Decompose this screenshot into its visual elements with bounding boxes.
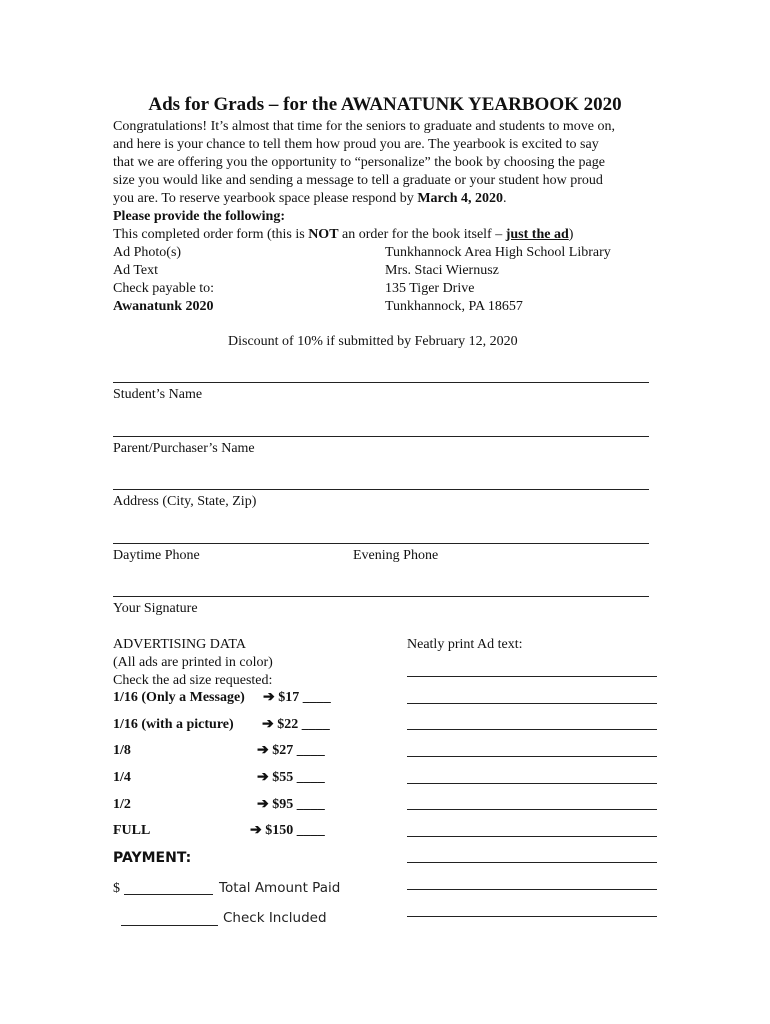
- intro-line-3: that we are offering you the opportunity to “personalize” the book by choosing the page: [113, 155, 605, 170]
- ad-text-line[interactable]: [407, 889, 657, 890]
- ad-text-line[interactable]: [407, 783, 657, 784]
- check-size-note: Check the ad size requested:: [113, 673, 273, 688]
- intro-line-5: [113, 190, 507, 208]
- intro-line-5-text: you are. To reserve yearbook space please respond by: [113, 191, 418, 206]
- ad-option-price[interactable]: ➔ $150 ____: [250, 823, 325, 838]
- address-line-4: Tunkhannock, PA 18657: [385, 299, 523, 314]
- ad-text-line[interactable]: [407, 916, 657, 917]
- provide-item-photo: Ad Photo(s): [113, 245, 182, 260]
- total-amount-line[interactable]: [124, 894, 213, 895]
- ad-text-line[interactable]: [407, 862, 657, 863]
- color-note: (All ads are printed in color): [113, 655, 273, 670]
- ad-option-price[interactable]: ➔ $55 ____: [257, 770, 325, 785]
- ad-option-price[interactable]: ➔ $95 ____: [257, 797, 325, 812]
- address-line-3: 135 Tiger Drive: [385, 281, 475, 296]
- intro-line-2: and here is your chance to tell them how proud you are. The yearbook is excited to say: [113, 137, 599, 152]
- ad-text-line[interactable]: [407, 836, 657, 837]
- address-line[interactable]: [113, 489, 649, 490]
- intro-line-1: Congratulations! It’s almost that time for the seniors to graduate and students to move on,: [113, 119, 615, 134]
- ad-option-price[interactable]: ➔ $22 ____: [262, 717, 330, 732]
- signature-line[interactable]: [113, 596, 649, 597]
- provide-item-text: Ad Text: [113, 263, 159, 278]
- signature-label: Your Signature: [113, 601, 198, 616]
- order-form-note: [113, 226, 573, 244]
- provide-item-check: Check payable to:: [113, 281, 215, 296]
- ad-option-label: 1/16 (with a picture): [113, 717, 234, 732]
- payment-heading: PAYMENT:: [113, 850, 192, 866]
- check-included-line[interactable]: [121, 925, 218, 926]
- parent-name-line[interactable]: [113, 436, 649, 437]
- phone-line[interactable]: [113, 543, 649, 544]
- ad-option-label: 1/16 (Only a Message): [113, 690, 245, 705]
- order-note-just-ad: just the ad: [505, 227, 569, 242]
- evening-phone-label: Evening Phone: [353, 548, 439, 563]
- ad-option-label: FULL: [113, 823, 151, 838]
- ad-text-line[interactable]: [407, 809, 657, 810]
- address-line-2: Mrs. Staci Wiernusz: [385, 263, 499, 278]
- response-deadline: March 4, 2020: [417, 191, 503, 206]
- ad-text-line[interactable]: [407, 756, 657, 757]
- dollar-sign: $: [113, 881, 120, 896]
- student-name-line[interactable]: [113, 382, 649, 383]
- parent-name-label: Parent/Purchaser’s Name: [113, 441, 255, 456]
- order-note-post: ): [568, 227, 574, 242]
- daytime-phone-label: Daytime Phone: [113, 548, 200, 563]
- ad-text-line[interactable]: [407, 676, 657, 677]
- ad-option-price[interactable]: ➔ $17 ____: [263, 690, 331, 705]
- order-note-not: NOT: [308, 227, 339, 242]
- ad-option-label: 1/4: [113, 770, 131, 785]
- student-name-label: Student’s Name: [113, 387, 203, 402]
- page-title: Ads for Grads – for the AWANATUNK YEARBOOK 2020: [148, 94, 622, 115]
- provide-heading: Please provide the following:: [113, 209, 286, 224]
- intro-line-5-end: .: [503, 191, 507, 206]
- ad-text-line[interactable]: [407, 703, 657, 704]
- discount-note: Discount of 10% if submitted by February 12, 2020: [228, 334, 518, 349]
- ad-option-price[interactable]: ➔ $27 ____: [257, 743, 325, 758]
- order-note-pre: This completed order form (this is: [113, 227, 309, 242]
- neatly-print-label: Neatly print Ad text:: [407, 637, 523, 652]
- check-included-label: Check Included: [223, 910, 327, 926]
- address-label: Address (City, State, Zip): [113, 494, 257, 509]
- payee-name: Awanatunk 2020: [113, 299, 214, 314]
- order-note-mid: an order for the book itself –: [338, 227, 506, 242]
- advertising-heading: ADVERTISING DATA: [113, 637, 246, 652]
- total-amount-label: Total Amount Paid: [219, 880, 341, 896]
- ad-option-label: 1/2: [113, 797, 131, 812]
- intro-line-4: size you would like and sending a message to tell a graduate or your student how proud: [113, 173, 603, 188]
- address-line-1: Tunkhannock Area High School Library: [385, 245, 611, 260]
- ad-text-line[interactable]: [407, 729, 657, 730]
- ad-option-label: 1/8: [113, 743, 131, 758]
